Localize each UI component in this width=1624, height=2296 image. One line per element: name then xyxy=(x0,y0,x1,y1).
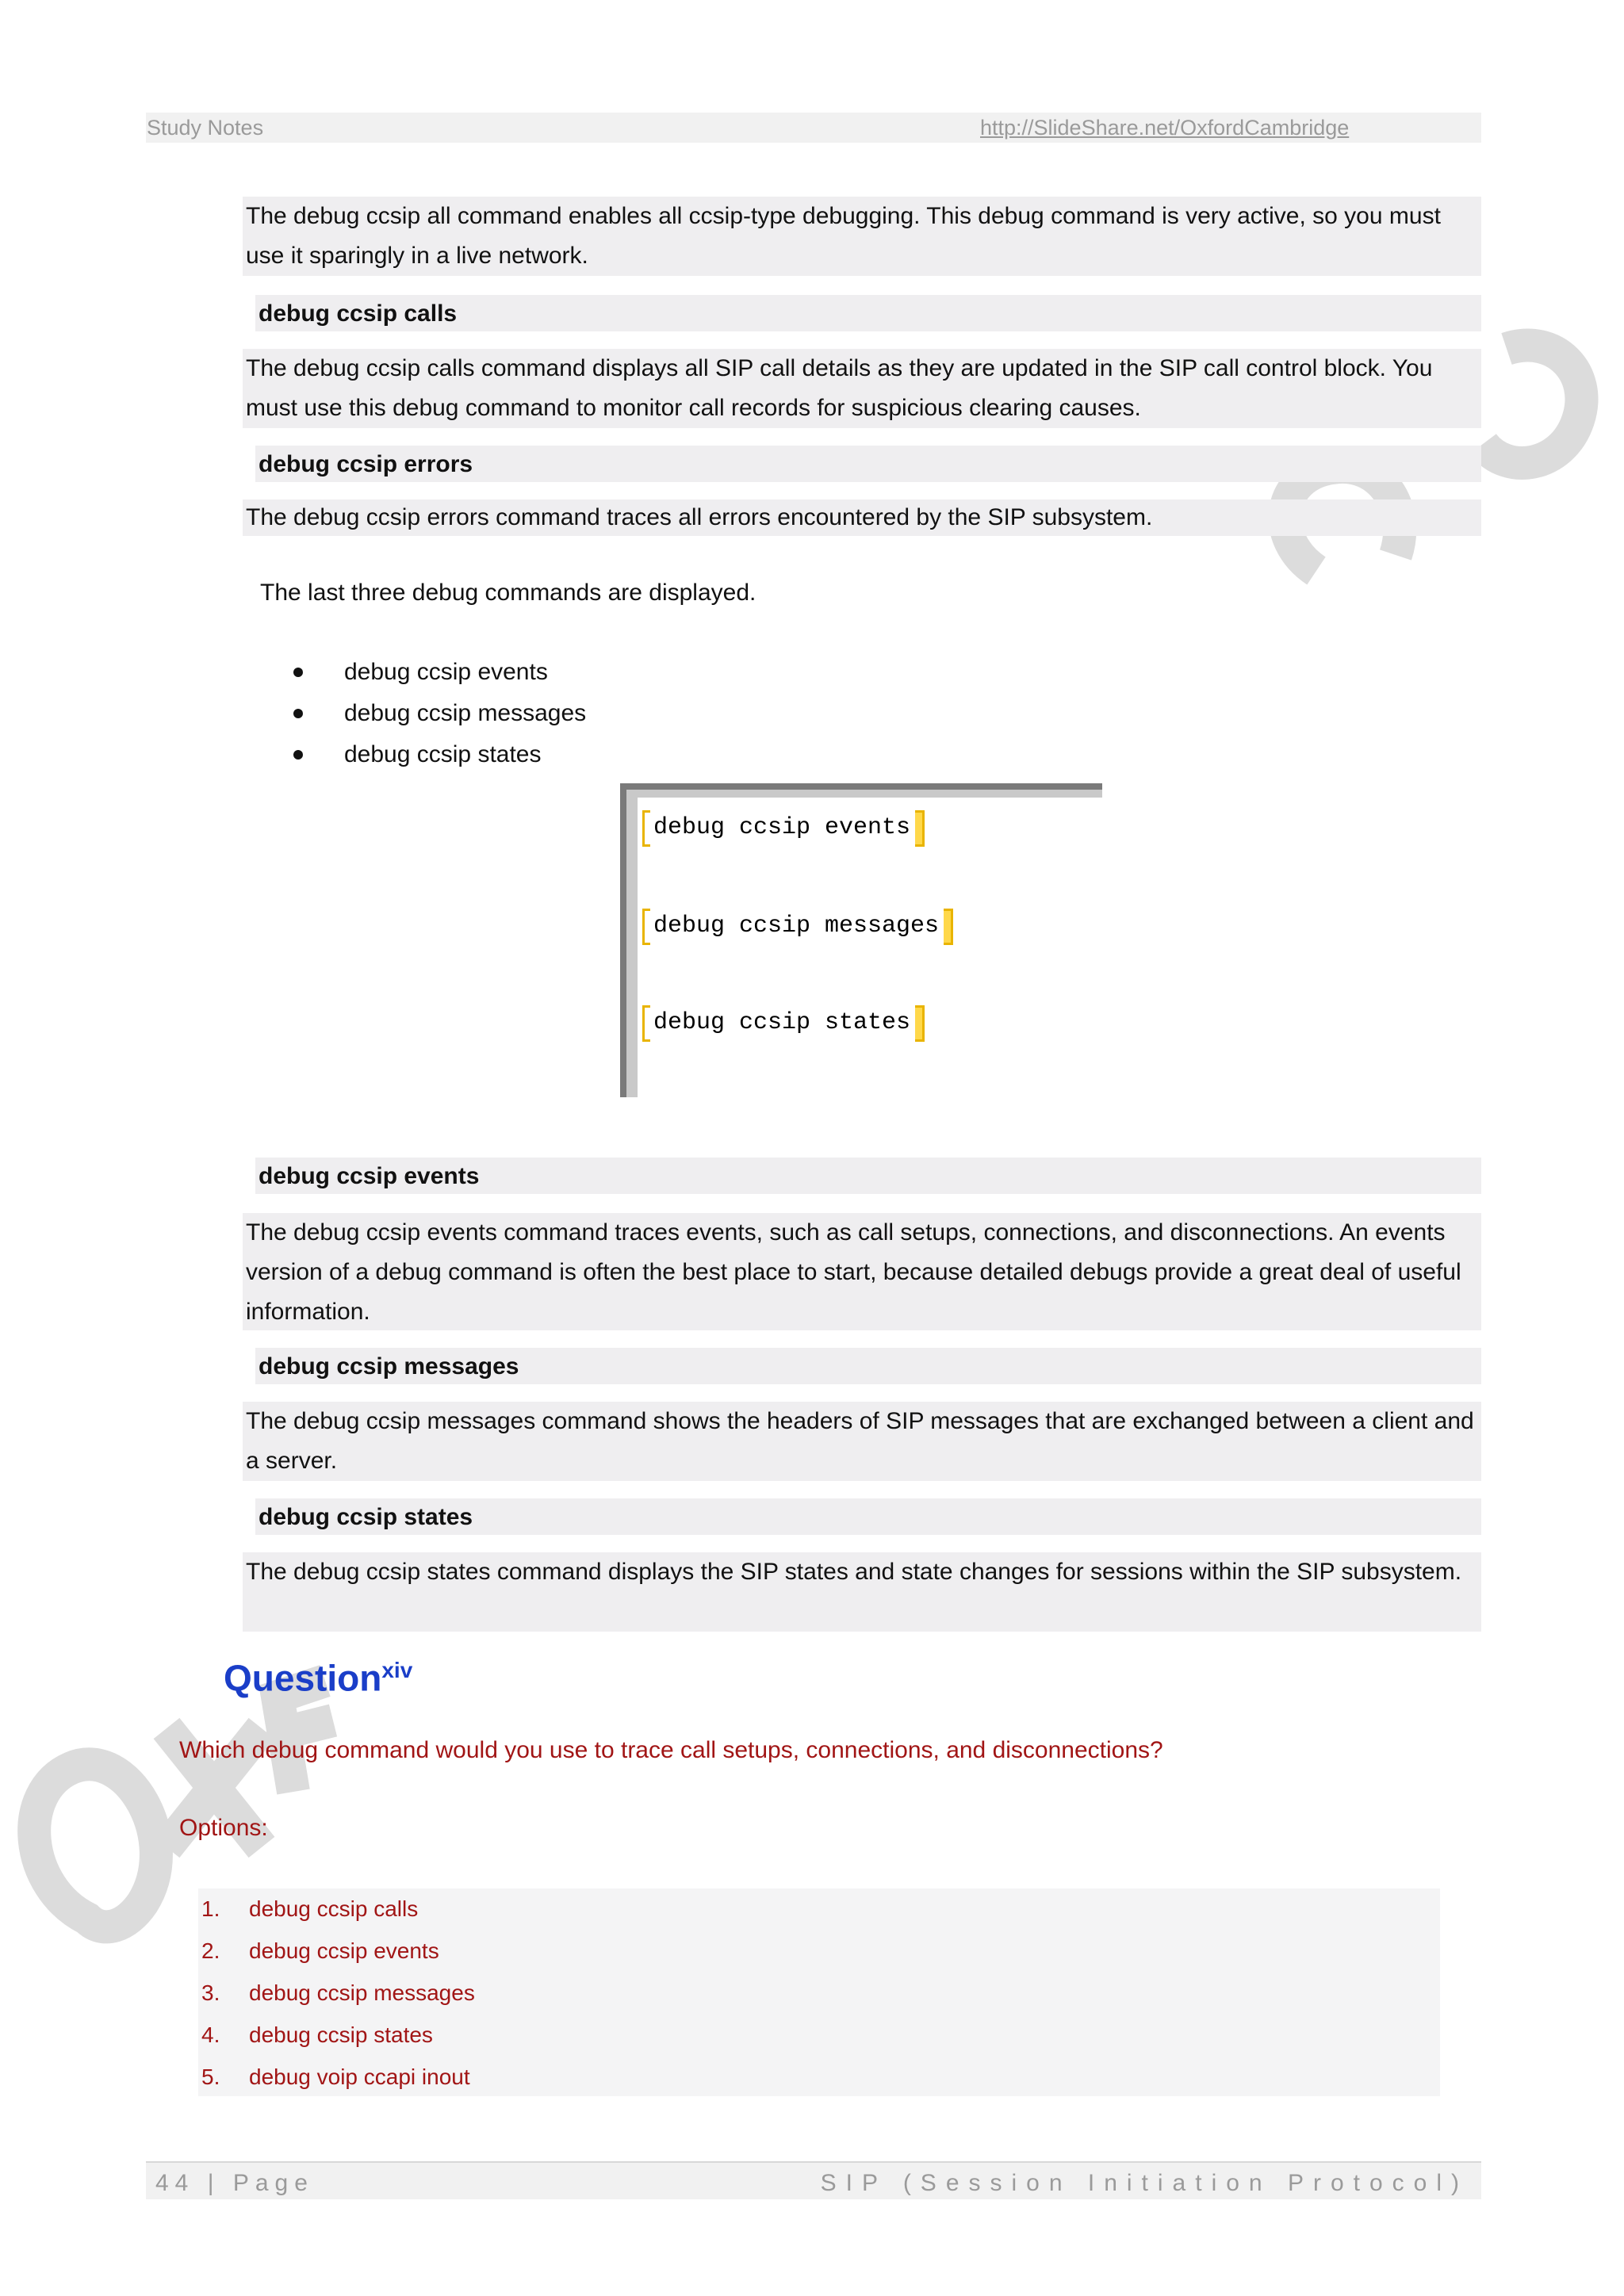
section-heading-calls: debug ccsip calls xyxy=(255,295,1481,331)
section-body-states: The debug ccsip states command displays the SIP states and state changes for sessions within the SIP subsystem. xyxy=(243,1552,1481,1632)
bullet-icon xyxy=(293,750,303,760)
header-study-notes: Study Notes xyxy=(147,116,264,140)
terminal-line: debug ccsip events xyxy=(649,810,915,845)
bullet-icon xyxy=(293,709,303,718)
section-heading-errors: debug ccsip errors xyxy=(255,446,1481,482)
terminal-screenshot xyxy=(620,783,1102,1097)
section-body-calls: The debug ccsip calls command displays all SIP call details as they are updated in the SIP call control block. You must use this debug command to monitor call records for suspicious clearing causes. xyxy=(243,349,1481,428)
options-label: Options: xyxy=(179,1815,268,1841)
list-item: debug ccsip messages xyxy=(293,693,586,734)
section-body-errors: The debug ccsip errors command traces all errors encountered by the SIP subsystem. xyxy=(243,499,1481,536)
list-item: debug ccsip events xyxy=(293,652,586,693)
last-three-intro: The last three debug commands are displayed. xyxy=(260,580,756,606)
page-number: 44 | Page xyxy=(155,2170,314,2196)
section-heading-events: debug ccsip events xyxy=(255,1158,1481,1194)
intro-paragraph: The debug ccsip all command enables all ccsip-type debugging. This debug command is very active, so you must use it sparingly in a live network. xyxy=(243,197,1481,276)
bullet-list xyxy=(293,652,586,775)
header-link[interactable]: http://SlideShare.net/OxfordCambridge xyxy=(980,116,1350,140)
bullet-icon xyxy=(293,668,303,677)
question-text: Which debug command would you use to trace call setups, connections, and disconnections? xyxy=(179,1737,1163,1763)
section-heading-states: debug ccsip states xyxy=(255,1498,1481,1535)
question-title: Question$^{xiv}$ xyxy=(224,1657,413,1699)
footer-title: SIP (Session Initiation Protocol) xyxy=(820,2170,1469,2196)
list-item: debug ccsip states xyxy=(293,734,586,775)
section-heading-messages: debug ccsip messages xyxy=(255,1348,1481,1384)
options-list: 1. debug ccsip calls 2. debug ccsip events 3. debug ccsip messages 4. debug ccsip states 5. debug voip ccapi inout xyxy=(198,1888,1440,2096)
section-body-events: The debug ccsip events command traces events, such as call setups, connections, and disconnections. An events version of a debug command is often the best place to start, because detailed debugs provide a great deal of useful information. xyxy=(243,1213,1481,1330)
section-body-messages: The debug ccsip messages command shows the headers of SIP messages that are exchanged between a client and a server. xyxy=(243,1402,1481,1481)
terminal-line: debug ccsip messages xyxy=(649,909,944,943)
question-number: xiv xyxy=(381,1658,413,1682)
terminal-line: debug ccsip states xyxy=(649,1005,915,1040)
